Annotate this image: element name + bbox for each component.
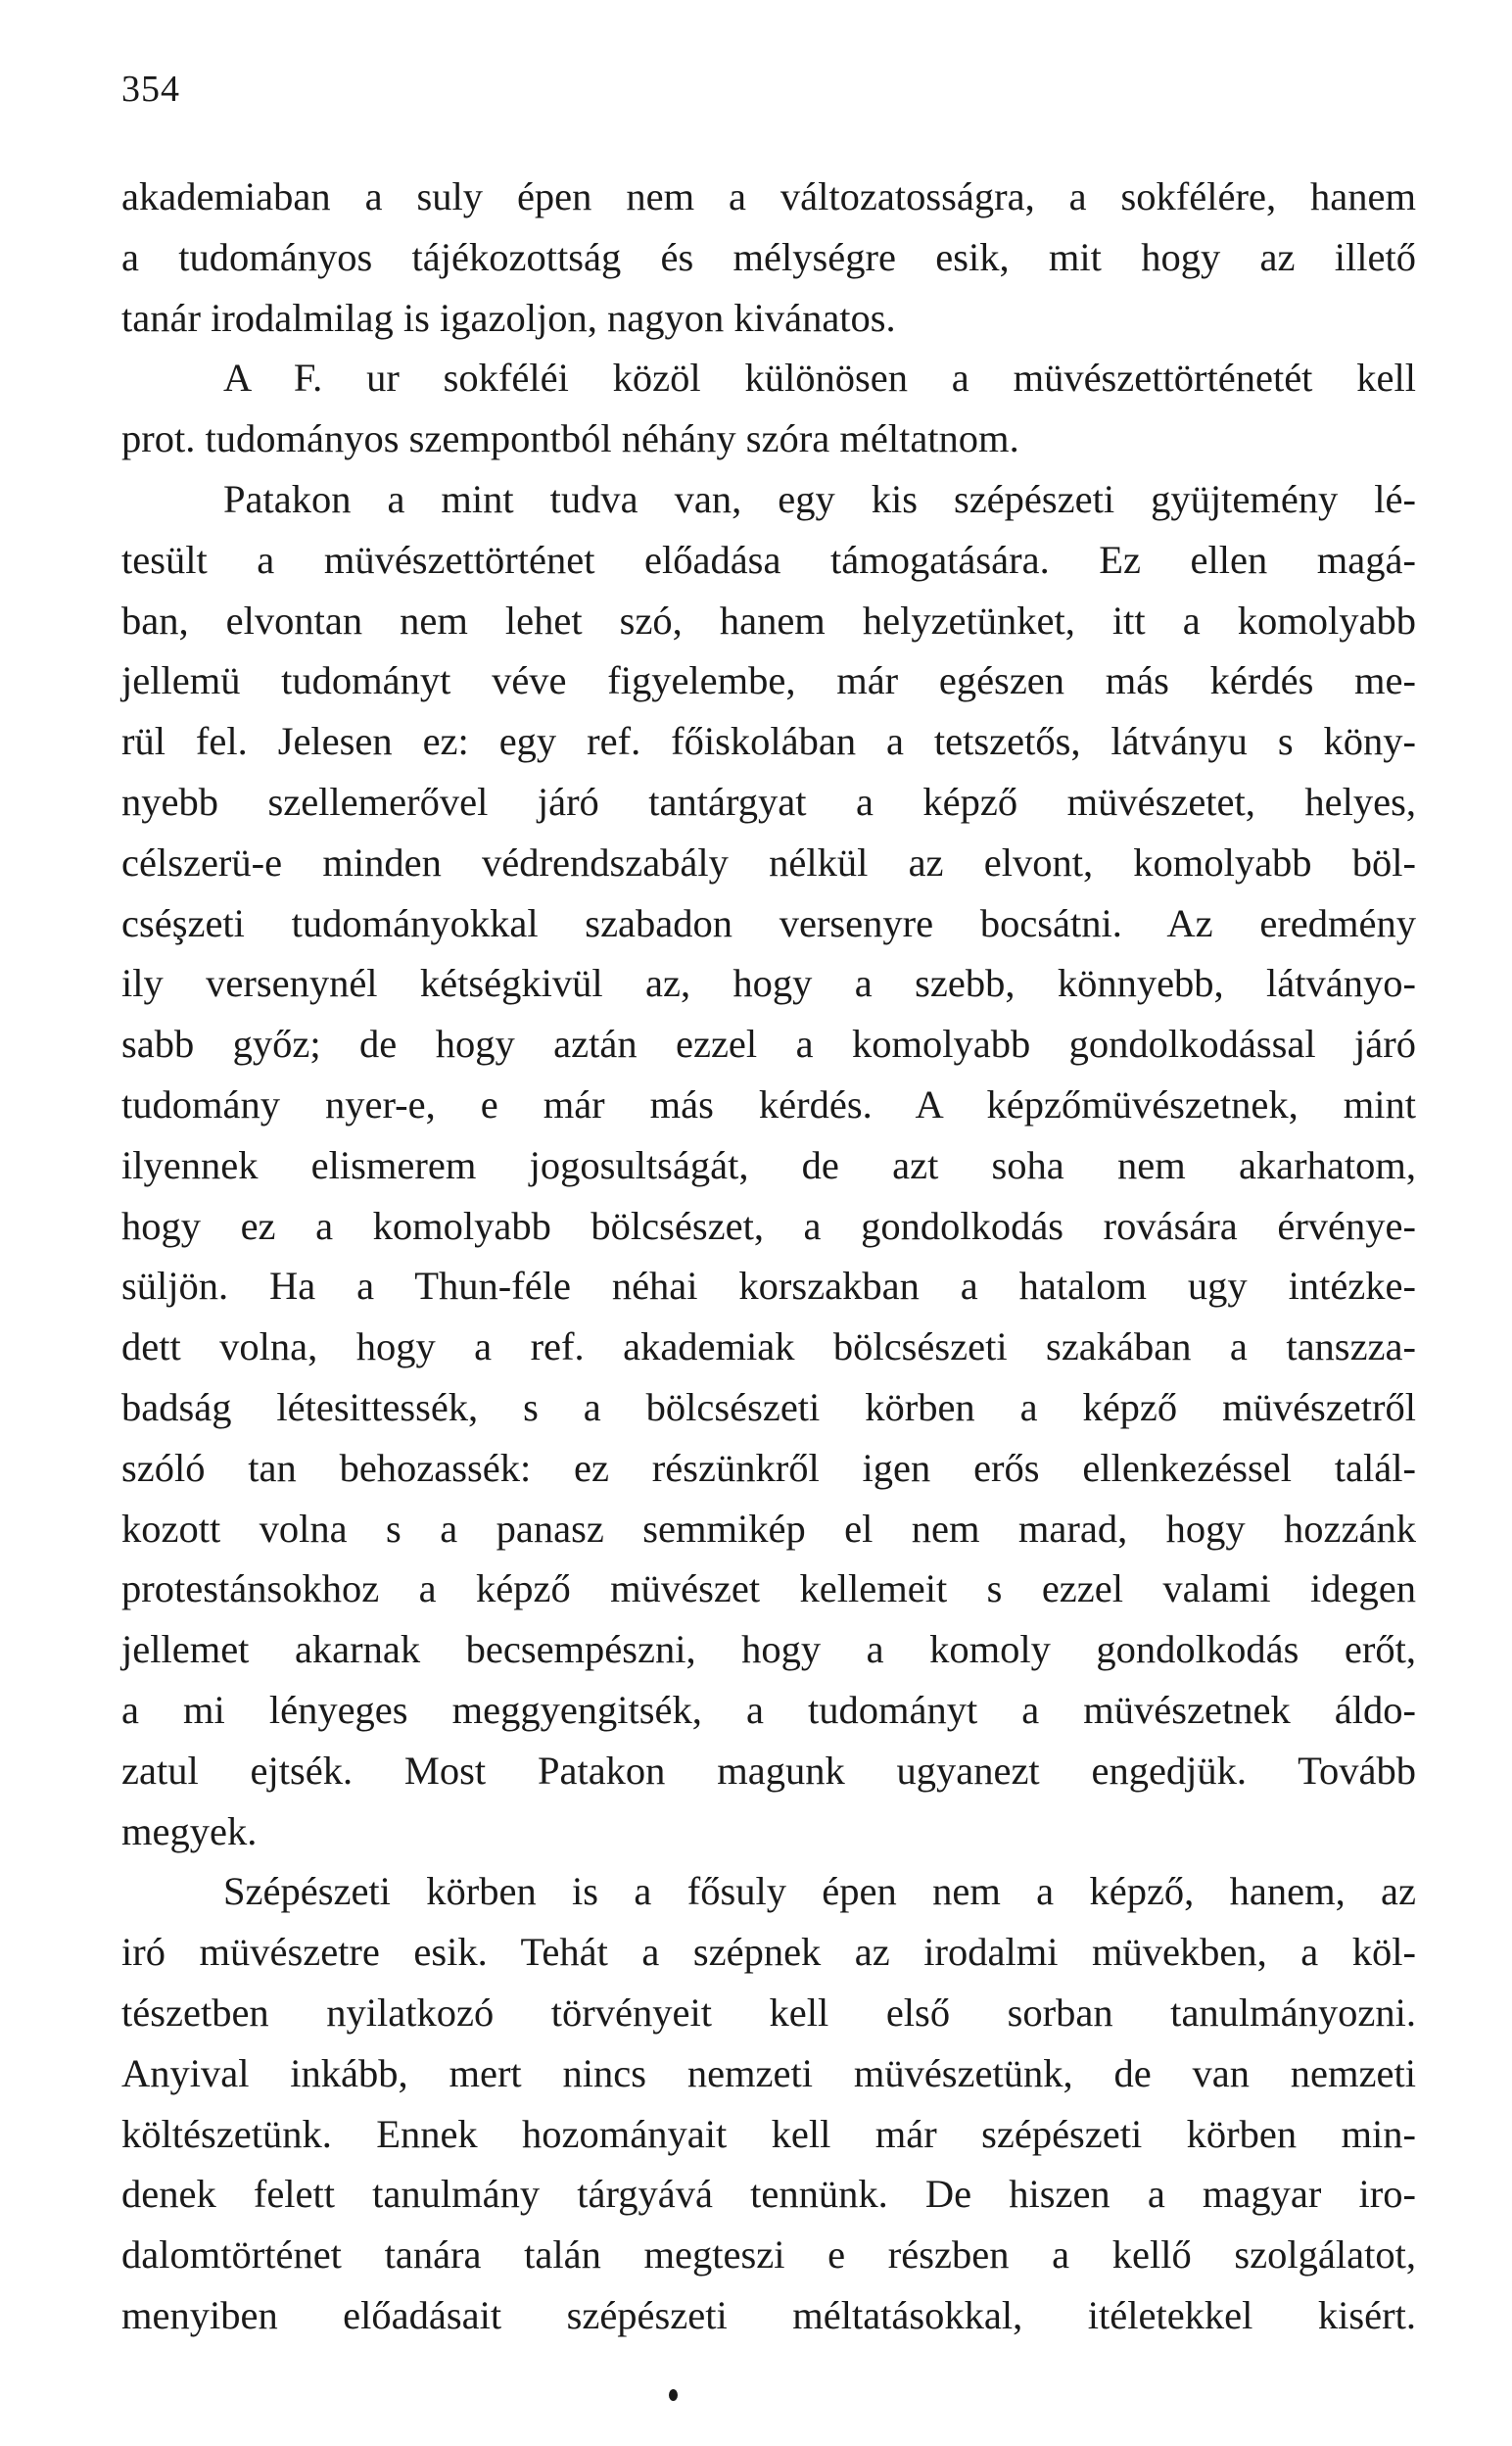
text-line: cséşzeti tudományokkal szabadon versenyre bocsátni. Az eredmény bbox=[121, 900, 1416, 945]
text-line: jellemü tudományt véve figyelembe, már egészen más kérdés me- bbox=[121, 658, 1416, 703]
text-line: hogy ez a komolyabb bölcsészet, a gondolkodás rovására érvénye- bbox=[121, 1203, 1416, 1248]
text-line: tészetben nyilatkozó törvényeit kell első sorban tanulmányozni. bbox=[121, 1990, 1416, 2035]
text-line: kozott volna s a panasz semmikép el nem marad, hogy hozzánk bbox=[121, 1506, 1416, 1551]
text-line: prot. tudományos szempontból néhány szóra méltatnom. bbox=[121, 416, 1019, 461]
text-line: ilyennek elismerem jogosultságát, de azt soha nem akarhatom, bbox=[121, 1142, 1416, 1187]
text-line: célszerü-e minden védrendszabály nélkül az elvont, komolyabb böl- bbox=[121, 839, 1416, 885]
text-line: a mi lényeges meggyengitsék, a tudományt a müvészetnek áldo- bbox=[121, 1687, 1416, 1732]
text-line: tanár irodalmilag is igazoljon, nagyon kivánatos. bbox=[121, 295, 896, 340]
text-line: rül fel. Jelesen ez: egy ref. főiskolában a tetszetős, látványu s köny- bbox=[121, 719, 1416, 764]
text-line: sabb győz; de hogy aztán ezzel a komolyabb gondolkodással járó bbox=[121, 1022, 1416, 1067]
text-line: iró müvészetre esik. Tehát a szépnek az irodalmi müvekben, a köl- bbox=[121, 1930, 1416, 1975]
text-line: nyebb szellemerővel járó tantárgyat a képző müvészetet, helyes, bbox=[121, 779, 1416, 824]
text-line: a tudományos tájékozottság és mélységre esik, mit hogy az illető bbox=[121, 234, 1416, 279]
text-line: zatul ejtsék. Most Patakon magunk ugyanezt engedjük. Tovább bbox=[121, 1748, 1416, 1793]
ink-dot-mark bbox=[669, 2389, 678, 2401]
text-line: menyiben előadásait szépészeti méltatásokkal, itéletekkel kisért. bbox=[121, 2292, 1416, 2337]
text-line: tudomány nyer-e, e már más kérdés. A képzőmüvészetnek, mint bbox=[121, 1081, 1416, 1127]
text-line: Patakon a mint tudva van, egy kis szépészeti gyüjtemény lé- bbox=[223, 476, 1416, 521]
text-line: tesült a müvészettörténet előadása támogatására. Ez ellen magá- bbox=[121, 537, 1416, 582]
text-line: dett volna, hogy a ref. akademiak bölcsészeti szakában a tanszza- bbox=[121, 1324, 1416, 1369]
page-number: 354 bbox=[121, 69, 180, 110]
text-line: megyek. bbox=[121, 1808, 258, 1853]
text-line: süljön. Ha a Thun-féle néhai korszakban a hatalom ugy intézke- bbox=[121, 1264, 1416, 1309]
text-line: jellemet akarnak becsempészni, hogy a komoly gondolkodás erőt, bbox=[121, 1627, 1416, 1672]
text-line: Anyival inkább, mert nincs nemzeti müvészetünk, de van nemzeti bbox=[121, 2050, 1416, 2095]
text-line: ban, elvontan nem lehet szó, hanem helyzetünket, itt a komolyabb bbox=[121, 598, 1416, 643]
text-line: denek felett tanulmány tárgyává tennünk. De hiszen a magyar iro- bbox=[121, 2172, 1416, 2217]
text-line: akademiaban a suly épen nem a változatosságra, a sokfélére, hanem bbox=[121, 174, 1416, 218]
text-line: szóló tan behozassék: ez részünkről igen erős ellenkezéssel talál- bbox=[121, 1445, 1416, 1490]
text-line: ily versenynél kétségkivül az, hogy a szebb, könnyebb, látványo- bbox=[121, 961, 1416, 1006]
text-line: költészetünk. Ennek hozományait kell már szépészeti körben min- bbox=[121, 2111, 1416, 2156]
text-line: dalomtörténet tanára talán megteszi e részben a kellő szolgálatot, bbox=[121, 2232, 1416, 2278]
text-line: A F. ur sokféléi közöl különösen a müvészettörténetét kell bbox=[223, 356, 1416, 401]
text-line: protestánsokhoz a képző müvészet kellemeit s ezzel valami idegen bbox=[121, 1566, 1416, 1611]
text-line: badság létesittessék, s a bölcsészeti körben a képző müvészetről bbox=[121, 1384, 1416, 1429]
text-line: Szépészeti körben is a fősuly épen nem a képző, hanem, az bbox=[223, 1869, 1416, 1914]
body-text bbox=[121, 167, 1416, 2346]
